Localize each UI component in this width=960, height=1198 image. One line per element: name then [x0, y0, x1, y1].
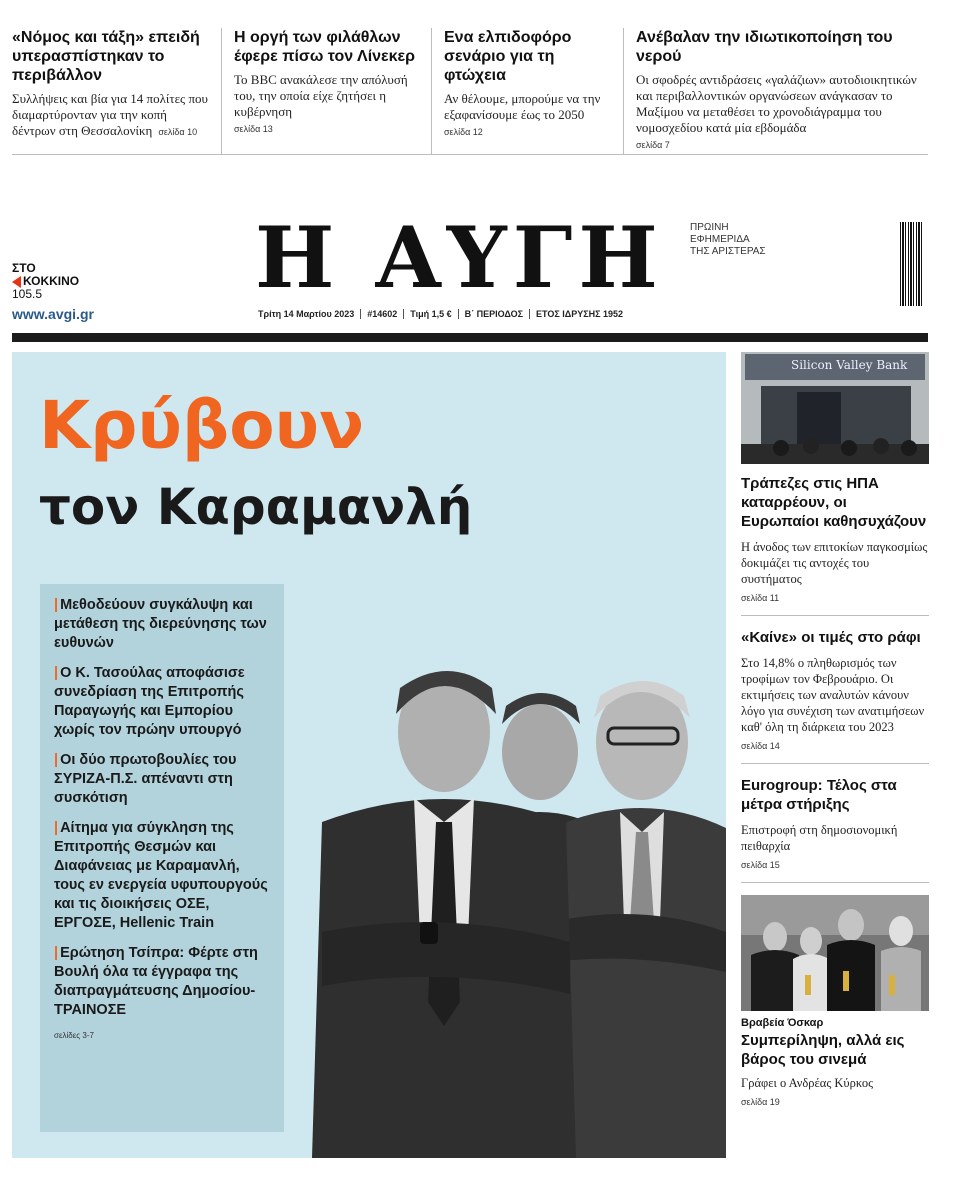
oscar-photo: [741, 895, 929, 1011]
right-column: [741, 352, 929, 1131]
lead-bullet: | Αίτημα για σύγκληση της Επιτροπής Θεσμών και Διαφάνειας με Καραμανλή, τους εν ενεργεία υφυπουργούς και τις διοικήσεις ΟΣΕ, ΕΡΓΟΣΕ, Hellenic Train: [54, 820, 268, 931]
story-title: «Καίνε» οι τιμές στο ράφι: [741, 629, 921, 646]
teaser-page: σελίδα 12: [444, 127, 483, 137]
teaser-page: σελίδα 7: [636, 140, 670, 150]
teaser-text: Το BBC ανακάλεσε την απόλυσή του, την οποία είχε ζητήσει η κυβέρνηση: [234, 72, 408, 119]
story-text: Επιστροφή στη δημοσιονομική πειθαρχία: [741, 823, 898, 853]
issue-price: Τιμή 1,5 €: [404, 309, 458, 319]
bank-photo: [741, 352, 929, 464]
teaser-title: Ενα ελπιδοφόρο σενάριο για τη φτώχεια: [444, 29, 572, 84]
masthead-rule: [12, 333, 928, 342]
issue-founded: ΕΤΟΣ ΙΔΡΥΣΗΣ 1952: [536, 309, 624, 319]
lead-story[interactable]: [12, 352, 726, 1158]
lead-bullet-box: [40, 584, 284, 1132]
lead-bullet: | Ο Κ. Τασούλας αποφάσισε συνεδρίαση της Επιτροπής Παραγωγής και Εμπορίου χωρίς τον πρώην υπουργό: [54, 665, 245, 738]
story-title: Συμπερίληψη, αλλά εις βάρος του σινεμά: [741, 1032, 905, 1068]
lead-pages: σελίδες 3-7: [54, 1031, 94, 1040]
story-title: Eurogroup: Τέλος στα μέτρα στήριξης: [741, 777, 897, 813]
issue-meta: [258, 309, 629, 319]
teaser-page: σελίδα 10: [158, 127, 198, 137]
divider: [12, 154, 928, 155]
story-page: σελίδα 19: [741, 1097, 780, 1107]
story-prices[interactable]: [741, 628, 929, 764]
teaser-poverty[interactable]: [444, 28, 624, 154]
teaser-title: Ανέβαλαν την ιδιωτικοποίηση του νερού: [636, 29, 893, 65]
issue-period: Β΄ ΠΕΡΙΟΔΟΣ: [459, 309, 530, 319]
issue-date: Τρίτη 14 Μαρτίου 2023: [258, 309, 361, 319]
website-link[interactable]: www.avgi.gr: [12, 306, 94, 322]
story-banks[interactable]: [741, 474, 929, 616]
play-triangle-icon: [12, 276, 21, 288]
teaser-title: «Νόμος και τάξη» επειδή υπερασπίστηκαν το περιβάλλον: [12, 29, 200, 84]
radio-line: ΚΟΚΚΙΝΟ: [12, 275, 79, 288]
bank-sign: Silicon Valley Bank: [791, 358, 908, 372]
story-page: σελίδα 15: [741, 860, 780, 870]
teaser-text: Οι σφοδρές αντιδράσεις «γαλάζιων» αυτοδιοικητικών και περιβαλλοντικών οργανώσεων ανάγκασαν το Μαξίμου να μεταθέσει το χρονοδιάγραμμα του νομοσχεδίου κατά μία εβδομάδα: [636, 72, 917, 135]
radio-frequency: 105.5: [12, 287, 43, 301]
masthead-subtitle: ΠΡΩΙΝΗ ΕΦΗΜΕΡΙΔΑ ΤΗΣ ΑΡΙΣΤΕΡΑΣ: [690, 222, 766, 257]
radio-logo[interactable]: [12, 262, 79, 301]
lead-bullet: | Οι δύο πρωτοβουλίες του ΣΥΡΙΖΑ-Π.Σ. απέναντι στη συσκότιση: [54, 752, 237, 806]
teaser-text: Συλλήψεις και βία για 14 πολίτες που διαμαρτύρονταν για την κοπή δέντρων στη Θεσσαλονίκη σελίδα 10: [12, 91, 208, 138]
story-page: σελίδα 14: [741, 741, 780, 751]
teaser-environment[interactable]: [12, 28, 222, 154]
story-text: Η άνοδος των επιτοκίων παγκοσμίως δοκιμάζει τις αντοχές του συστήματος: [741, 540, 928, 586]
issue-number: #14602: [361, 309, 404, 319]
story-title: Τράπεζες στις ΗΠΑ καταρρέουν, οι Ευρωπαίοι καθησυχάζουν: [741, 475, 927, 530]
top-teaser-strip: [12, 28, 932, 154]
story-eurogroup[interactable]: [741, 776, 929, 883]
teaser-title: Η οργή των φιλάθλων έφερε πίσω τον Λίνεκερ: [234, 29, 416, 65]
teaser-text: Αν θέλουμε, μπορούμε να την εξαφανίσουμε έως το 2050: [444, 91, 601, 122]
story-text: Στο 14,8% ο πληθωρισμός των τροφίμων τον Φεβρουάριο. Οι εκτιμήσεις των αναλυτών κάνουν λόγο για συνέχιση των ανατιμήσεων καθ' όλη τη διάρκεια του 2023: [741, 656, 925, 734]
story-kicker: Βραβεία Όσκαρ: [741, 1017, 824, 1029]
teaser-page: σελίδα 13: [234, 124, 273, 134]
lead-bullet: | Μεθοδεύουν συγκάλυψη και μετάθεση της διερεύνησης των ευθυνών: [54, 597, 267, 651]
lead-headline-line1: Κρύβουν: [39, 387, 365, 464]
story-author: Γράφει ο Ανδρέας Κύρκος: [741, 1076, 874, 1090]
radio-line: ΣΤΟ: [12, 261, 36, 275]
barcode-icon: [900, 222, 924, 306]
politicians-photo: [302, 632, 726, 1158]
teaser-lineker[interactable]: [234, 28, 432, 154]
lead-bullet: | Ερώτηση Τσίπρα: Φέρτε στη Βουλή όλα τα έγγραφα της διαπραγμάτευσης Δημοσίου-ΤΡΑΙΝΟΣΕ: [54, 945, 258, 1018]
teaser-water[interactable]: [636, 28, 932, 154]
lead-headline-line2: τον Καραμανλή: [39, 478, 473, 536]
oscar-winners-image: [741, 895, 929, 1011]
masthead-title[interactable]: Η ΑΥΓΗ: [255, 208, 664, 307]
story-oscars[interactable]: [741, 1017, 929, 1119]
story-page: σελίδα 11: [741, 593, 780, 603]
